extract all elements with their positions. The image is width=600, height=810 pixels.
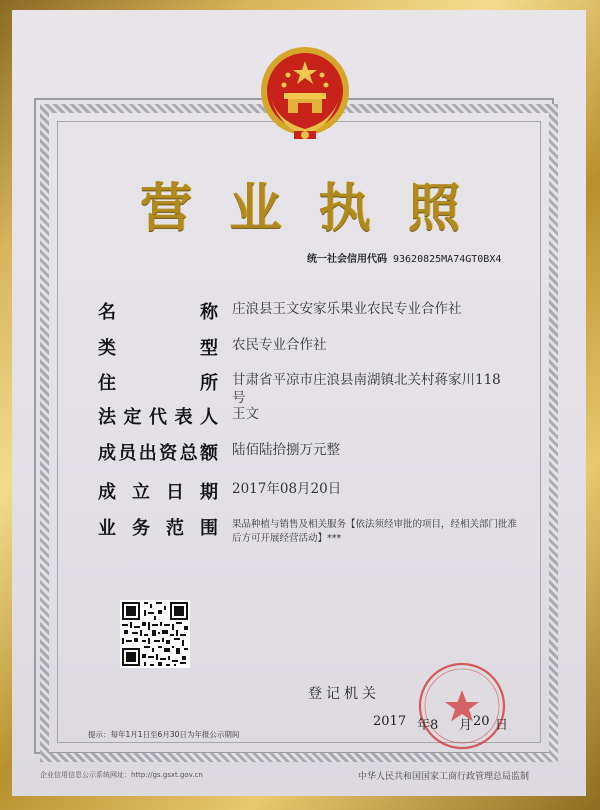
- label-char: 法: [98, 407, 116, 428]
- field-label: [98, 368, 218, 396]
- title-char: 执: [318, 178, 371, 239]
- label-char: 日: [166, 482, 184, 503]
- label-char: 名: [98, 302, 116, 323]
- credit-code-value: 93620825MA74GT0BX4: [393, 254, 502, 265]
- national-emblem-icon: [258, 45, 352, 143]
- label-char: 称: [200, 302, 218, 323]
- label-char: 业: [98, 518, 116, 539]
- field-label: [98, 297, 218, 325]
- field-value: 王文: [232, 406, 259, 422]
- issue-date-day-label: 日: [495, 718, 509, 733]
- issue-date-year: 2017: [373, 714, 407, 729]
- website-text: 企业信用信息公示系统网址：http://gs.gsxt.gov.cn: [40, 771, 203, 779]
- field-row-address: [98, 368, 538, 406]
- field-label: [98, 477, 218, 505]
- label-char: 型: [200, 338, 218, 359]
- label-char: 期: [200, 482, 218, 503]
- registrar-label: 登记机关: [308, 686, 380, 702]
- annual-report-notice: 提示：每年1月1日至6月30日为年报公示期间: [88, 730, 240, 739]
- label-char: 所: [200, 373, 218, 394]
- field-value: 庄浪县王文安家乐果业农民专业合作社: [232, 301, 462, 317]
- field-value: 果品种植与销售及相关服务【依法须经审批的项目，经相关部门批准后方可开展经营活动】***: [232, 519, 518, 544]
- document-title: [140, 168, 460, 238]
- label-char: 代: [149, 407, 167, 428]
- field-label: [98, 513, 218, 541]
- field-label: [98, 438, 218, 466]
- field-value: 甘肃省平凉市庄浪县南湖镇北关村蒋家川118号: [232, 372, 501, 406]
- issue-date-day: 20: [473, 714, 490, 729]
- label-char: 范: [166, 518, 184, 539]
- label-char: 出: [138, 443, 157, 464]
- field-row-name: [98, 297, 538, 325]
- official-seal-stamp: [416, 660, 508, 752]
- label-char: 人: [200, 407, 218, 428]
- label-char: 成: [98, 443, 116, 464]
- qr-code-icon[interactable]: [120, 600, 190, 668]
- credit-code-label: 统一社会信用代码: [307, 254, 387, 265]
- field-row-capital: [98, 438, 538, 466]
- issue-date-month-label: 月: [459, 718, 473, 733]
- field-value: 农民专业合作社: [232, 337, 327, 353]
- label-char: 员: [118, 443, 137, 464]
- field-label: [98, 402, 218, 430]
- field-row-established: [98, 477, 538, 505]
- label-char: 类: [98, 338, 116, 359]
- field-label: [98, 333, 218, 361]
- issue-date: [373, 714, 523, 732]
- label-char: 表: [174, 407, 193, 428]
- field-value: 2017年08月20日: [232, 481, 342, 497]
- label-char: 额: [199, 443, 218, 464]
- title-char: 业: [229, 178, 282, 239]
- label-char: 定: [123, 407, 142, 428]
- field-row-legal-rep: [98, 402, 538, 430]
- issue-date-month-prefix: 年8: [417, 718, 439, 733]
- label-char: 总: [179, 443, 198, 464]
- label-char: 资: [159, 443, 178, 464]
- label-char: 务: [132, 518, 150, 539]
- field-row-scope: [98, 513, 538, 544]
- title-char: 营: [140, 178, 193, 239]
- label-char: 立: [132, 482, 150, 503]
- supervisor-text: 中华人民共和国国家工商行政管理总局监制: [358, 772, 530, 782]
- field-value: 陆佰陆拾捌万元整: [232, 442, 340, 458]
- label-char: 围: [200, 518, 218, 539]
- label-char: 成: [98, 482, 116, 503]
- label-char: 住: [98, 373, 116, 394]
- credit-code-row: [307, 250, 547, 266]
- field-row-type: [98, 333, 538, 361]
- title-char: 照: [407, 178, 460, 239]
